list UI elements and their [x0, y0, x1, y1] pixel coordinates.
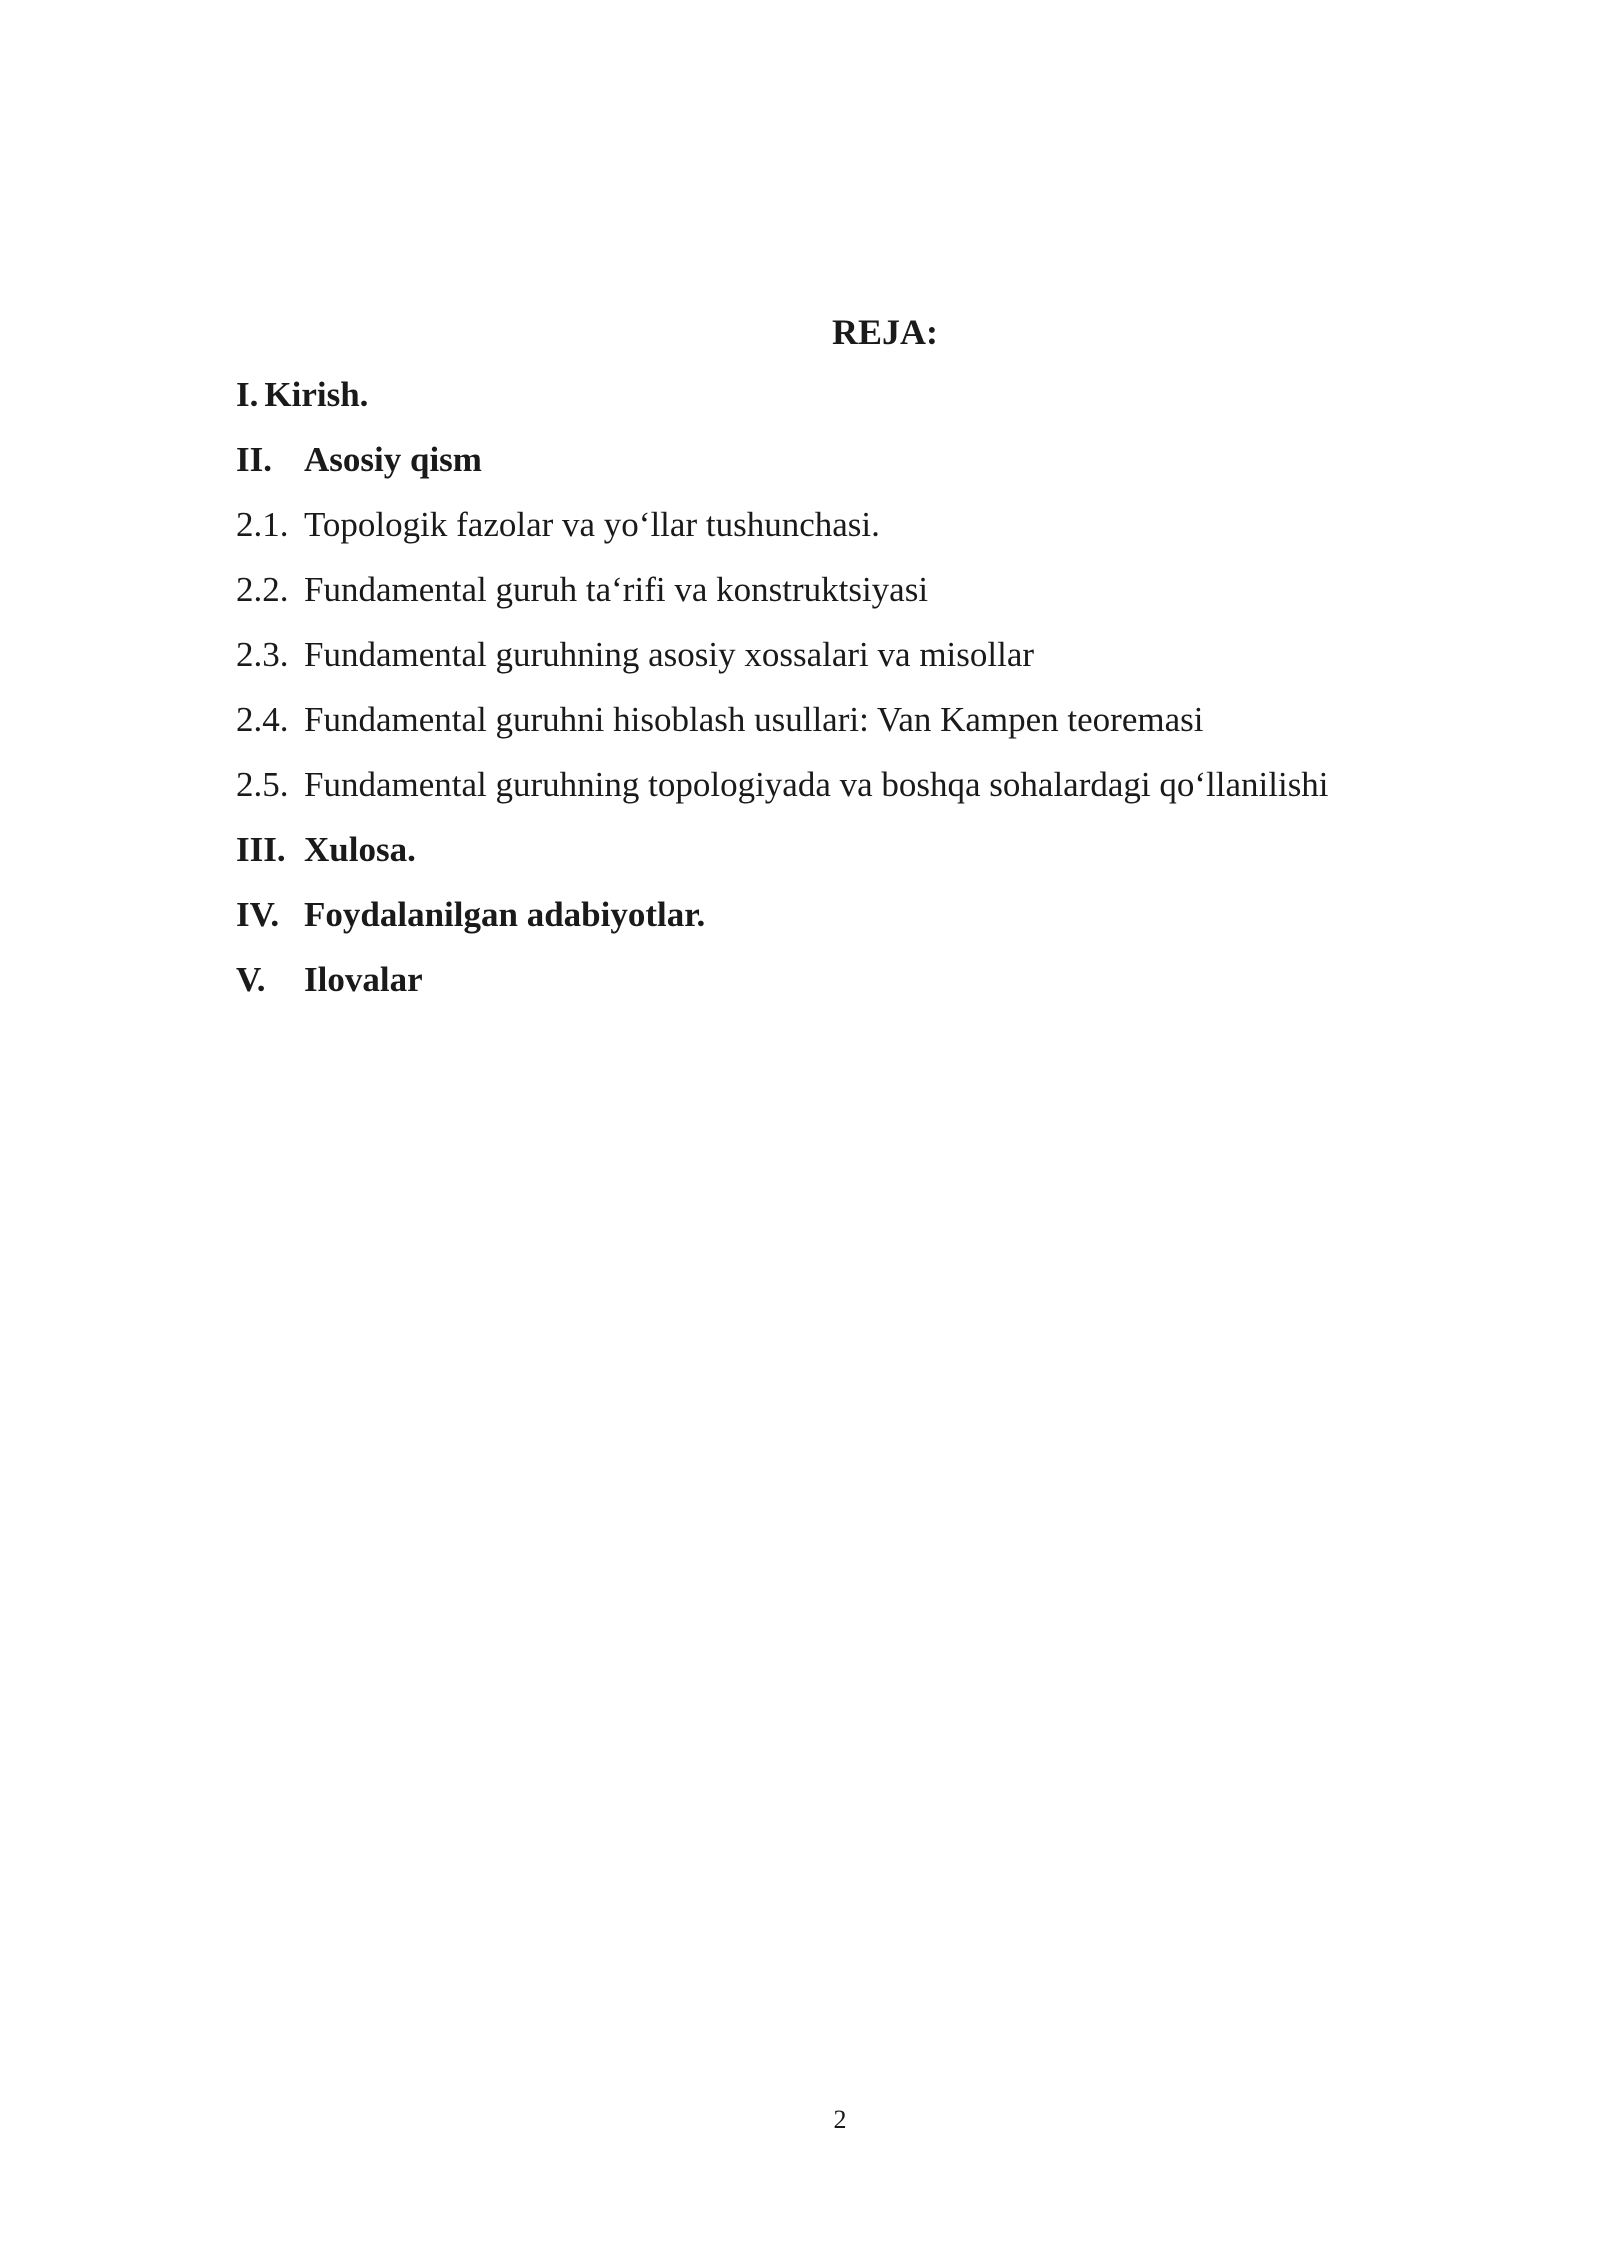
outline-item-text: Fundamental guruhni hisoblash usullari: Van Kampen teoremasi [304, 700, 1204, 739]
outline-item-text: Fundamental guruh ta‘rifi va konstruktsiyasi [304, 570, 929, 609]
outline-item-number: II. [236, 440, 272, 479]
outline-item-2-3 [236, 633, 1536, 698]
outline-item-2-4 [236, 698, 1536, 763]
outline-item-number: 2.2. [236, 570, 289, 609]
outline-item-number: I. [236, 375, 259, 414]
outline-item-appendices [236, 958, 1536, 1023]
outline-item-main-part [236, 438, 1536, 503]
outline-item-number: IV. [236, 895, 280, 934]
outline-item-2-2 [236, 568, 1536, 633]
outline-item-text: Fundamental guruhning topologiyada va boshqa sohalardagi qo‘llanilishi [304, 765, 1329, 804]
outline-item-text: Fundamental guruhning asosiy xossalari va misollar [304, 635, 1035, 674]
outline-item-2-1 [236, 503, 1536, 568]
outline-item-number: 2.4. [236, 700, 289, 739]
page-number: 2 [833, 2105, 847, 2134]
outline-item-2-5 [236, 763, 1536, 828]
outline-item-number: III. [236, 830, 286, 869]
plan-outline [236, 373, 1536, 1023]
outline-item-text: Kirish. [264, 375, 369, 414]
plan-title: REJA: [832, 312, 938, 352]
outline-item-intro [236, 373, 1536, 438]
outline-item-text: Topologik fazolar va yo‘llar tushunchasi. [304, 505, 880, 544]
outline-item-text: Foydalanilgan adabiyotlar. [304, 895, 706, 934]
outline-item-number: 2.5. [236, 765, 289, 804]
outline-item-conclusion [236, 828, 1536, 893]
outline-item-number: 2.3. [236, 635, 289, 674]
outline-item-references [236, 893, 1536, 958]
outline-item-text: Ilovalar [304, 960, 423, 999]
outline-item-number: V. [236, 960, 266, 999]
outline-item-text: Xulosa. [304, 830, 416, 869]
outline-item-text: Asosiy qism [304, 440, 482, 479]
outline-item-number: 2.1. [236, 505, 289, 544]
